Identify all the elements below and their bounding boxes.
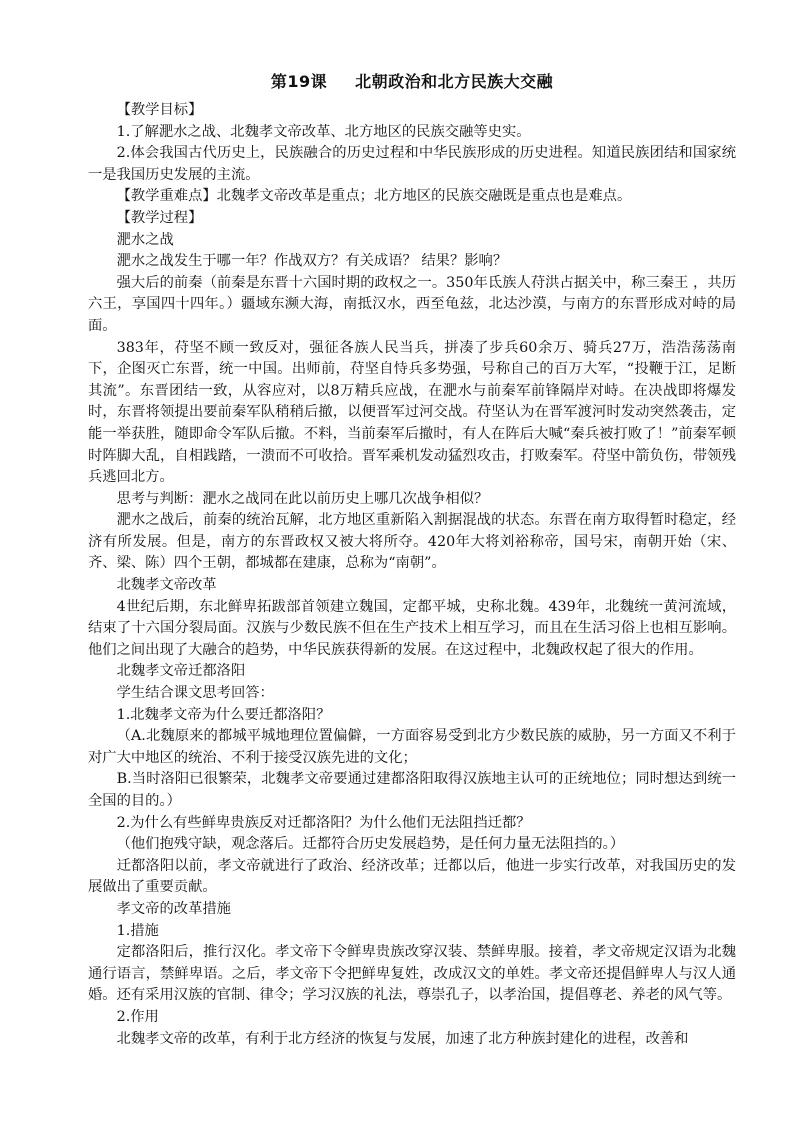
page-title [88, 70, 736, 94]
paragraph-383: 383年，苻坚不顾一致反对，强征各族人民当兵，拼凑了步兵60余万、骑兵27万，浩浩荡荡南下，企图灭亡东晋，统一中国。出师前，苻坚自恃兵多势强，号称自己的百万大军，“投鞭于江，足断其流”。东晋团结一致，从容应对，以8万精兵应战，在淝水与前秦军前锋隔岸对峙。在决战即将爆发时，东晋将领提出要前秦军队稍稍后撤，以便晋军过河交战。苻坚认为在晋军渡河时发动突然袭击，定能一举获胜，随即命令军队后撤。不料，当前秦军后撤时，有人在阵后大喊“秦兵被打败了！”前秦军顿时阵脚大乱，自相践踏，一溃而不可收拾。晋军乘机发动猛烈攻击，打败秦军。苻坚中箭负伤，带领残兵逃回北方。 [88, 339, 736, 486]
key-difficult-points: 【教学重难点】北魏孝文帝改革是重点；北方地区的民族交融既是重点也是难点。 [116, 188, 632, 205]
subheading-feishui-battle: 淝水之战 [116, 231, 174, 248]
answer-2: （他们抱残守缺，观念落后。迁都符合历史发展趋势，是任何力量无法阻挡的。） [116, 836, 625, 853]
question-1: 1.北魏孝文帝为什么要迁都洛阳？ [116, 706, 331, 723]
objective-item-2: 2.体会我国古代历史上，民族融合的历史过程和中华民族形成的历史进程。知道民族团结和国家统一是我国历史发展的主流。 [88, 145, 736, 183]
question-2: 2.为什么有些鲜卑贵族反对迁都洛阳？为什么他们无法阻挡迁都？ [116, 814, 531, 831]
paragraph-beiwei: 4世纪后期，东北鲜卑拓跋部首领建立魏国，定都平城，史称北魏。439年，北魏统一黄河流域，结束了十六国分裂局面。汉族与少数民族不但在生产技术上相互学习，而且在生活习俗上也相互影响。他们之间出现了大融合的趋势，中华民族获得新的发展。在这过程中，北魏政权起了很大的作用。 [88, 598, 736, 658]
paragraph-qianqin: 强大后的前秦（前秦是东晋十六国时期的政权之一。350年氐族人苻洪占据关中，称三秦王 ，共历六王，享国四十四年。）疆域东濒大海，南抵汉水，西至龟兹，北达沙漠，与南方的东晋形成对峙的局面。 [88, 274, 736, 334]
objective-item-1: 1.了解淝水之战、北魏孝文帝改革、北方地区的民族交融等史实。 [116, 123, 531, 140]
answer-1b: B.当时洛阳已很繁荣，北魏孝文帝要通过建都洛阳取得汉族地主认可的正统地位；同时想达到统一全国的目的。） [88, 771, 736, 809]
think-and-judge: 思考与判断：淝水之战同在此以前历史上哪几次战争相似？ [116, 490, 489, 507]
item-measures: 1.措施 [116, 922, 159, 939]
student-prompt: 学生结合课文思考回答： [116, 685, 274, 702]
item-effect: 2.作用 [116, 1008, 159, 1025]
answer-1a: （A.北魏原来的都城平城地理位置偏僻，一方面容易受到北方少数民族的威胁，另一方面又不利于对广大中地区的统治、不利于接受汉族先进的文化； [88, 728, 736, 766]
question-feishui: 淝水之战发生于哪一年？作战双方？有关成语？ 结果？影响？ [116, 253, 508, 270]
document-page [88, 70, 736, 1050]
paragraph-before-after-move: 迁都洛阳以前，孝文帝就进行了政治、经济改革；迁都以后，他进一步实行改革，对我国历史的发展做出了重要贡献。 [88, 857, 736, 896]
lesson-name: 北朝政治和北方民族大交融 [355, 72, 554, 91]
paragraph-measures: 定都洛阳后，推行汉化。孝文帝下令鲜卑贵族改穿汉装、禁鲜卑服。接着，孝文帝规定汉语为北魏通行语言，禁鲜卑语。之后，孝文帝下令把鲜卑复姓，改成汉文的单姓。孝文帝还提倡鲜卑人与汉人通婚。还有采用汉族的官制、律令；学习汉族的礼法，尊崇孔子，以孝治国，提倡尊老、养老的风气等。 [88, 944, 736, 1004]
section-heading-process: 【教学过程】 [116, 209, 203, 226]
section-heading-objectives: 【教学目标】 [116, 102, 203, 118]
subheading-reform-measures: 孝文帝的改革措施 [116, 900, 231, 917]
paragraph-after-battle: 淝水之战后，前秦的统治瓦解，北方地区重新陷入割据混战的状态。东晋在南方取得暂时稳定，经济有所发展。但是，南方的东晋政权又被大将所夺。420年大将刘裕称帝，国号宋，南朝开始（宋、齐、梁、陈）四个王朝，都城都在建康，总称为“南朝”。 [88, 512, 736, 572]
paragraph-effect: 北魏孝文帝的改革，有利于北方经济的恢复与发展，加速了北方种族封建化的进程，改善和 [116, 1030, 689, 1047]
subheading-xiaowen-reform: 北魏孝文帝改革 [116, 577, 217, 594]
lesson-number: 第19课 [270, 72, 328, 91]
subheading-move-capital: 北魏孝文帝迁都洛阳 [116, 663, 246, 680]
